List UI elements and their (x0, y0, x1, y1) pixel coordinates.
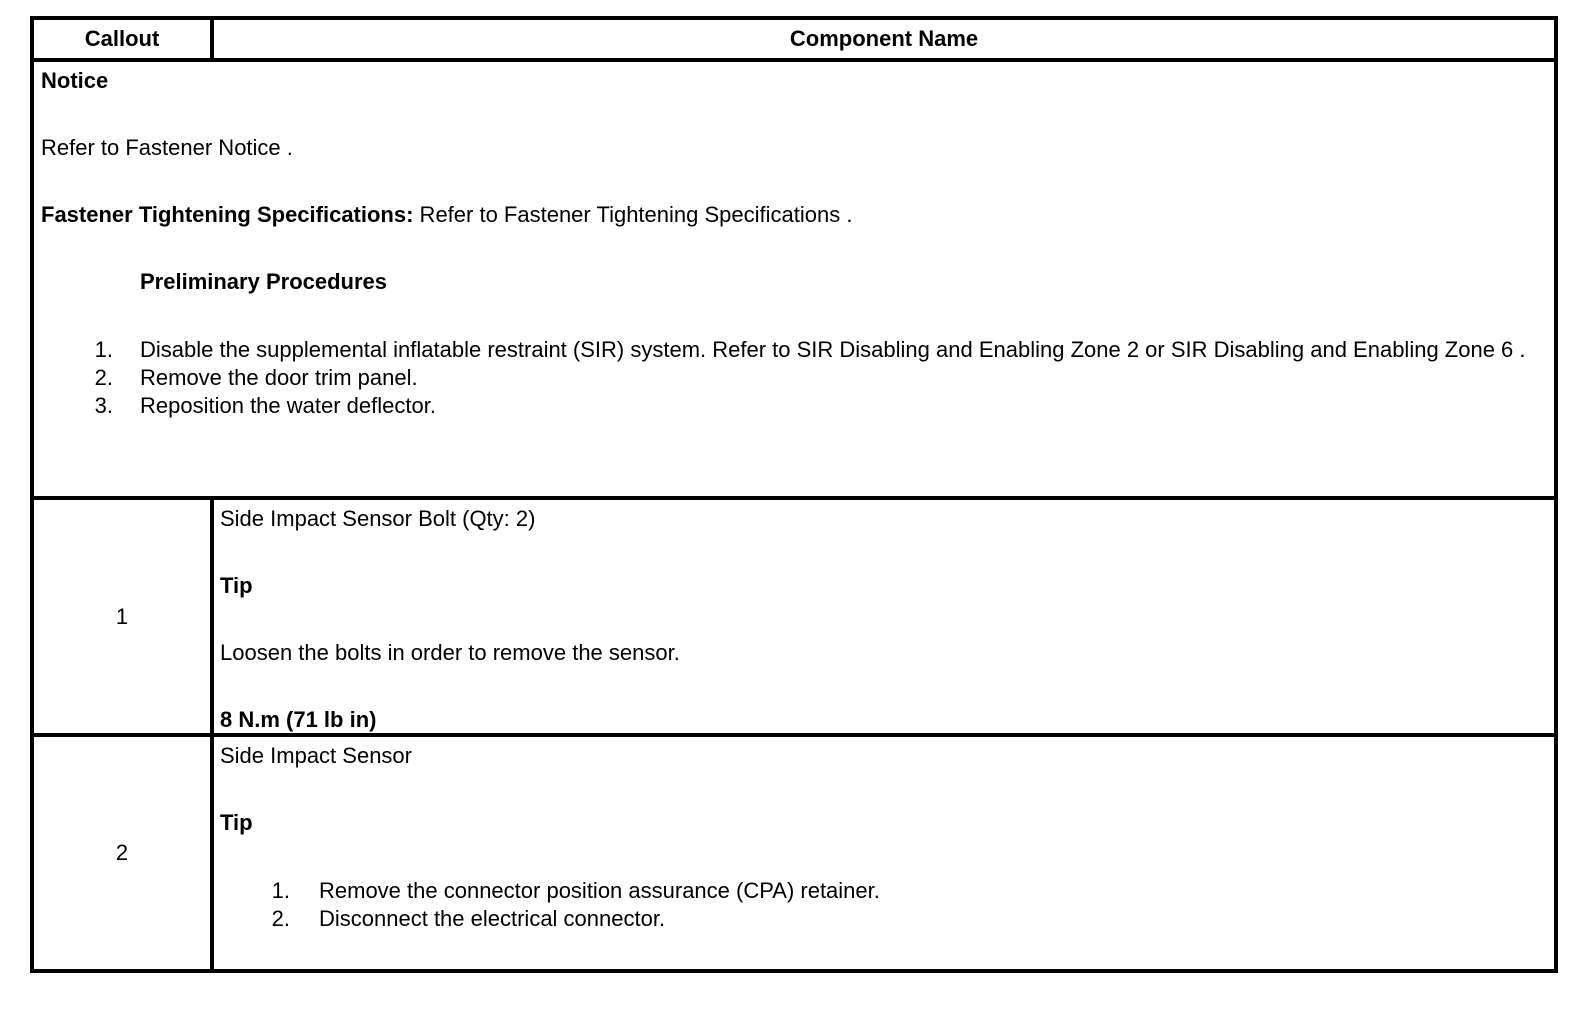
list-item: 2. Disconnect the electrical connector. (271, 906, 666, 931)
component-name-header: Component Name (212, 18, 1556, 60)
list-item: 1. Remove the connector position assurance (CPA) retainer. (271, 878, 880, 903)
notice-cell (32, 60, 1556, 498)
callout-number: 1 (32, 498, 212, 735)
procedure-table (30, 16, 1558, 973)
table-row (32, 735, 1556, 971)
callout-header: Callout (32, 18, 212, 60)
component-cell (212, 735, 1556, 971)
callout-number: 2 (32, 735, 212, 971)
fastener-notice-ref: Refer to Fastener Notice . (41, 135, 293, 160)
component-cell (212, 498, 1556, 735)
list-item: 1. Disable the supplemental inflatable restraint (SIR) system. Refer to SIR Disabling and Enabling Zone 2 or SIR Disabling and Enabling Zone 6 . (94, 337, 1526, 362)
component-name: Side Impact Sensor (220, 743, 412, 768)
torque-spec: 8 N.m (71 lb in) (220, 707, 377, 732)
preliminary-procedures-heading: Preliminary Procedures (140, 269, 388, 294)
notice-heading: Notice (41, 68, 109, 93)
preliminary-steps-list (41, 336, 1554, 420)
notice-row (32, 60, 1556, 498)
list-item: 3. Reposition the water deflector. (94, 393, 436, 418)
fastener-spec-text: Refer to Fastener Tightening Specifications . (413, 202, 853, 227)
tip-text: Loosen the bolts in order to remove the sensor. (220, 640, 680, 665)
fastener-spec-line (41, 202, 1554, 228)
fastener-spec-label: Fastener Tightening Specifications: (41, 202, 414, 227)
table-row (32, 498, 1556, 735)
header-row (32, 18, 1556, 60)
tip-steps-list (220, 877, 1554, 933)
component-name: Side Impact Sensor Bolt (Qty: 2) (220, 506, 536, 531)
list-item: 2. Remove the door trim panel. (94, 365, 418, 390)
tip-label: Tip (220, 573, 253, 598)
tip-label: Tip (220, 810, 253, 835)
